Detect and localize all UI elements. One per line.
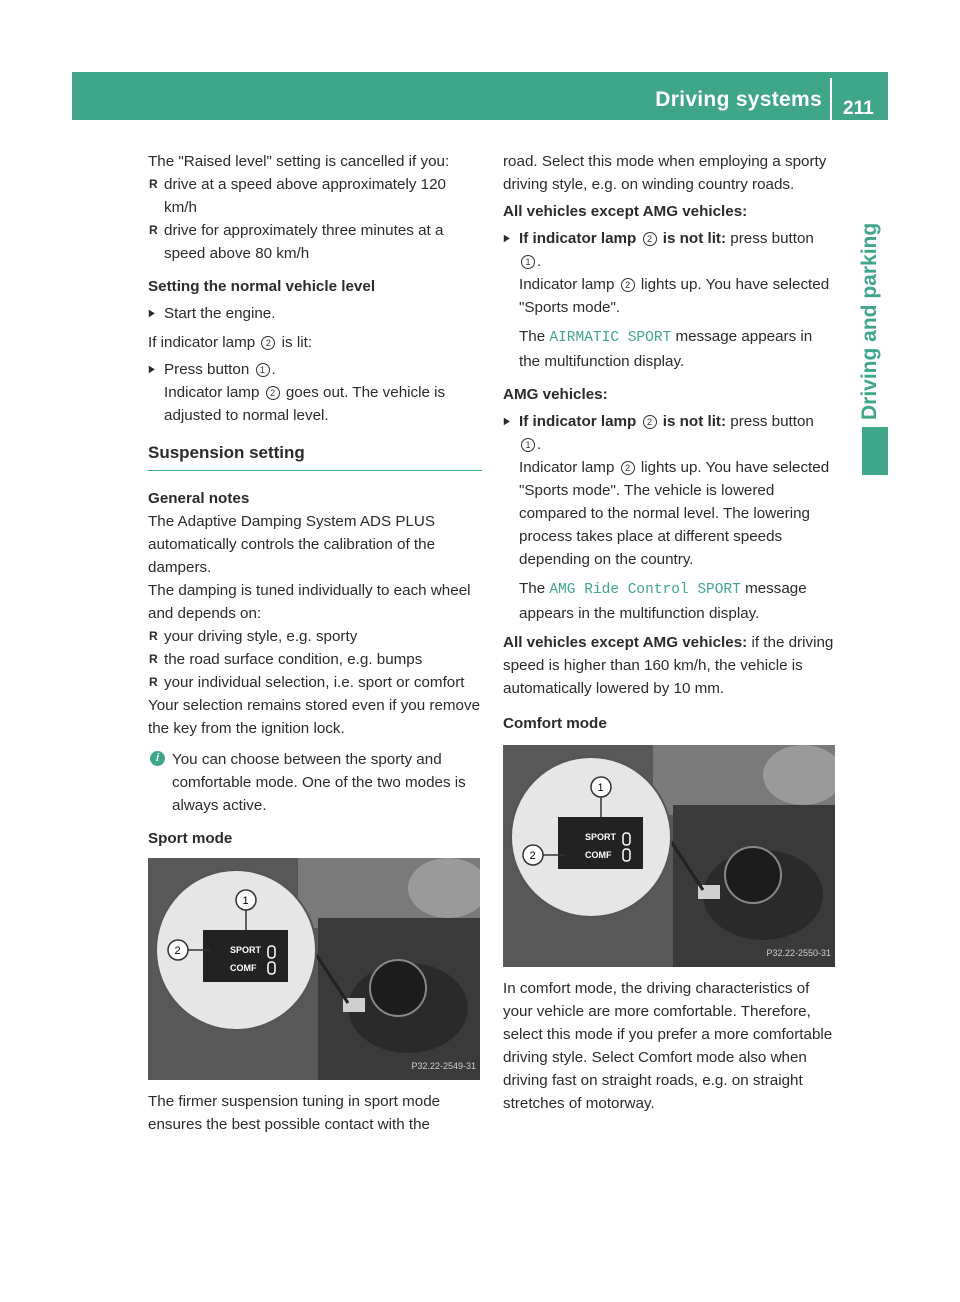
left-column xyxy=(148,150,482,1136)
figure-code: P32.22-2549-31 xyxy=(411,1061,476,1071)
lamp-lights-up: Indicator lamp 2 lights up. You have selected "Sports mode". xyxy=(519,276,830,316)
callout-1-icon: 1 xyxy=(521,255,535,269)
callout-2-icon: 2 xyxy=(621,461,635,475)
callout-2-icon: 2 xyxy=(261,336,275,350)
side-tab-marker xyxy=(862,427,888,475)
info-icon: i xyxy=(150,751,165,766)
lamp-goes-out: Indicator lamp 2 goes out. The vehicle is adjusted to normal level. xyxy=(164,384,446,424)
comf-label: COMF xyxy=(230,963,257,973)
step-press-button: ▶ Press button 1 . xyxy=(148,358,482,381)
callout-1-icon: 1 xyxy=(256,363,270,377)
callout-2-icon: 2 xyxy=(643,232,657,246)
list-item: R drive for approximately three minutes at a speed above 80 km/h xyxy=(148,219,482,265)
callout-2-icon: 2 xyxy=(266,386,280,400)
general-notes-heading: General notes xyxy=(148,490,250,507)
comf-label: COMF xyxy=(585,850,612,860)
raised-intro: The "Raised level" setting is cancelled if you: xyxy=(148,153,450,170)
callout-2: 2 xyxy=(174,945,181,957)
list-item: R drive at a speed above approximately 120 km/h xyxy=(148,173,482,219)
console-illustration xyxy=(503,745,835,967)
amg-ride-message: The AMG Ride Control SPORT message appears in the multifunction display. xyxy=(519,580,807,622)
header-separator xyxy=(830,78,832,120)
section-title: Suspension setting xyxy=(148,441,482,471)
sport-label: SPORT xyxy=(585,832,617,842)
callout-2-icon: 2 xyxy=(643,415,657,429)
callout-1: 1 xyxy=(597,782,604,794)
callout-2-icon: 2 xyxy=(621,278,635,292)
step-start-engine: ▶ Start the engine. xyxy=(148,302,482,325)
list-item: R the road surface condition, e.g. bumps xyxy=(148,648,482,671)
callout-1-icon: 1 xyxy=(521,438,535,452)
right-column xyxy=(503,150,835,1115)
sport-label: SPORT xyxy=(230,945,262,955)
callout-1: 1 xyxy=(242,895,249,907)
sport-mode-figure xyxy=(148,858,480,1080)
sport-cont: road. Select this mode when employing a sporty driving style, e.g. on winding country roads. xyxy=(503,153,827,193)
comfort-mode-figure xyxy=(503,745,835,967)
general-p2: The damping is tuned individually to each wheel and depends on: xyxy=(148,582,471,622)
airmatic-message: The AIRMATIC SPORT message appears in the multifunction display. xyxy=(519,328,813,370)
list-item: R your driving style, e.g. sporty xyxy=(148,625,482,648)
info-note: i You can choose between the sporty and comfortable mode. One of the two modes is always active. xyxy=(148,748,482,817)
general-p1: The Adaptive Damping System ADS PLUS automatically controls the calibration of the dampers. xyxy=(148,513,436,576)
header-title: Driving systems xyxy=(655,88,822,111)
figure-code: P32.22-2550-31 xyxy=(766,948,831,958)
callout-2: 2 xyxy=(529,850,536,862)
all-vehicles-heading: All vehicles except AMG vehicles: xyxy=(503,203,748,220)
page-number: 211 xyxy=(843,98,874,119)
side-tab-label: Driving and parking xyxy=(858,222,881,420)
amg-heading: AMG vehicles: xyxy=(503,386,608,403)
step-if-not-lit-amg: ▶ If indicator lamp 2 is not lit: press button 1 . xyxy=(503,410,835,456)
step-if-not-lit: ▶ If indicator lamp 2 is not lit: press button 1 . xyxy=(503,227,835,273)
comfort-text: In comfort mode, the driving characteristics of your vehicle are more comfortable. Therefore, select this mode if you prefer a more comfortable driving style. Select Comfort mode also when driving fast on straight roads, e.g. on straight stretches of motorway. xyxy=(503,980,833,1112)
normal-level-heading: Setting the normal vehicle level xyxy=(148,278,376,295)
console-illustration xyxy=(148,858,480,1080)
sport-mode-heading: Sport mode xyxy=(148,830,233,847)
if-lamp-lit: If indicator lamp 2 is lit: xyxy=(148,334,313,351)
list-item: R your individual selection, i.e. sport or comfort xyxy=(148,671,482,694)
all-vehicles-lowered: All vehicles except AMG vehicles: if the driving speed is higher than 160 km/h, the vehicle is automatically lowered by 10 mm. xyxy=(503,634,834,697)
selection-note: Your selection remains stored even if you remove the key from the ignition lock. xyxy=(148,697,481,737)
comfort-mode-heading: Comfort mode xyxy=(503,715,607,732)
lamp-lights-up-amg: Indicator lamp 2 lights up. You have selected "Sports mode". The vehicle is lowered compared to the normal level. The lowering process takes place at different speeds depending on the country. xyxy=(519,459,830,568)
sport-after-text: The firmer suspension tuning in sport mode ensures the best possible contact with the xyxy=(148,1093,441,1133)
